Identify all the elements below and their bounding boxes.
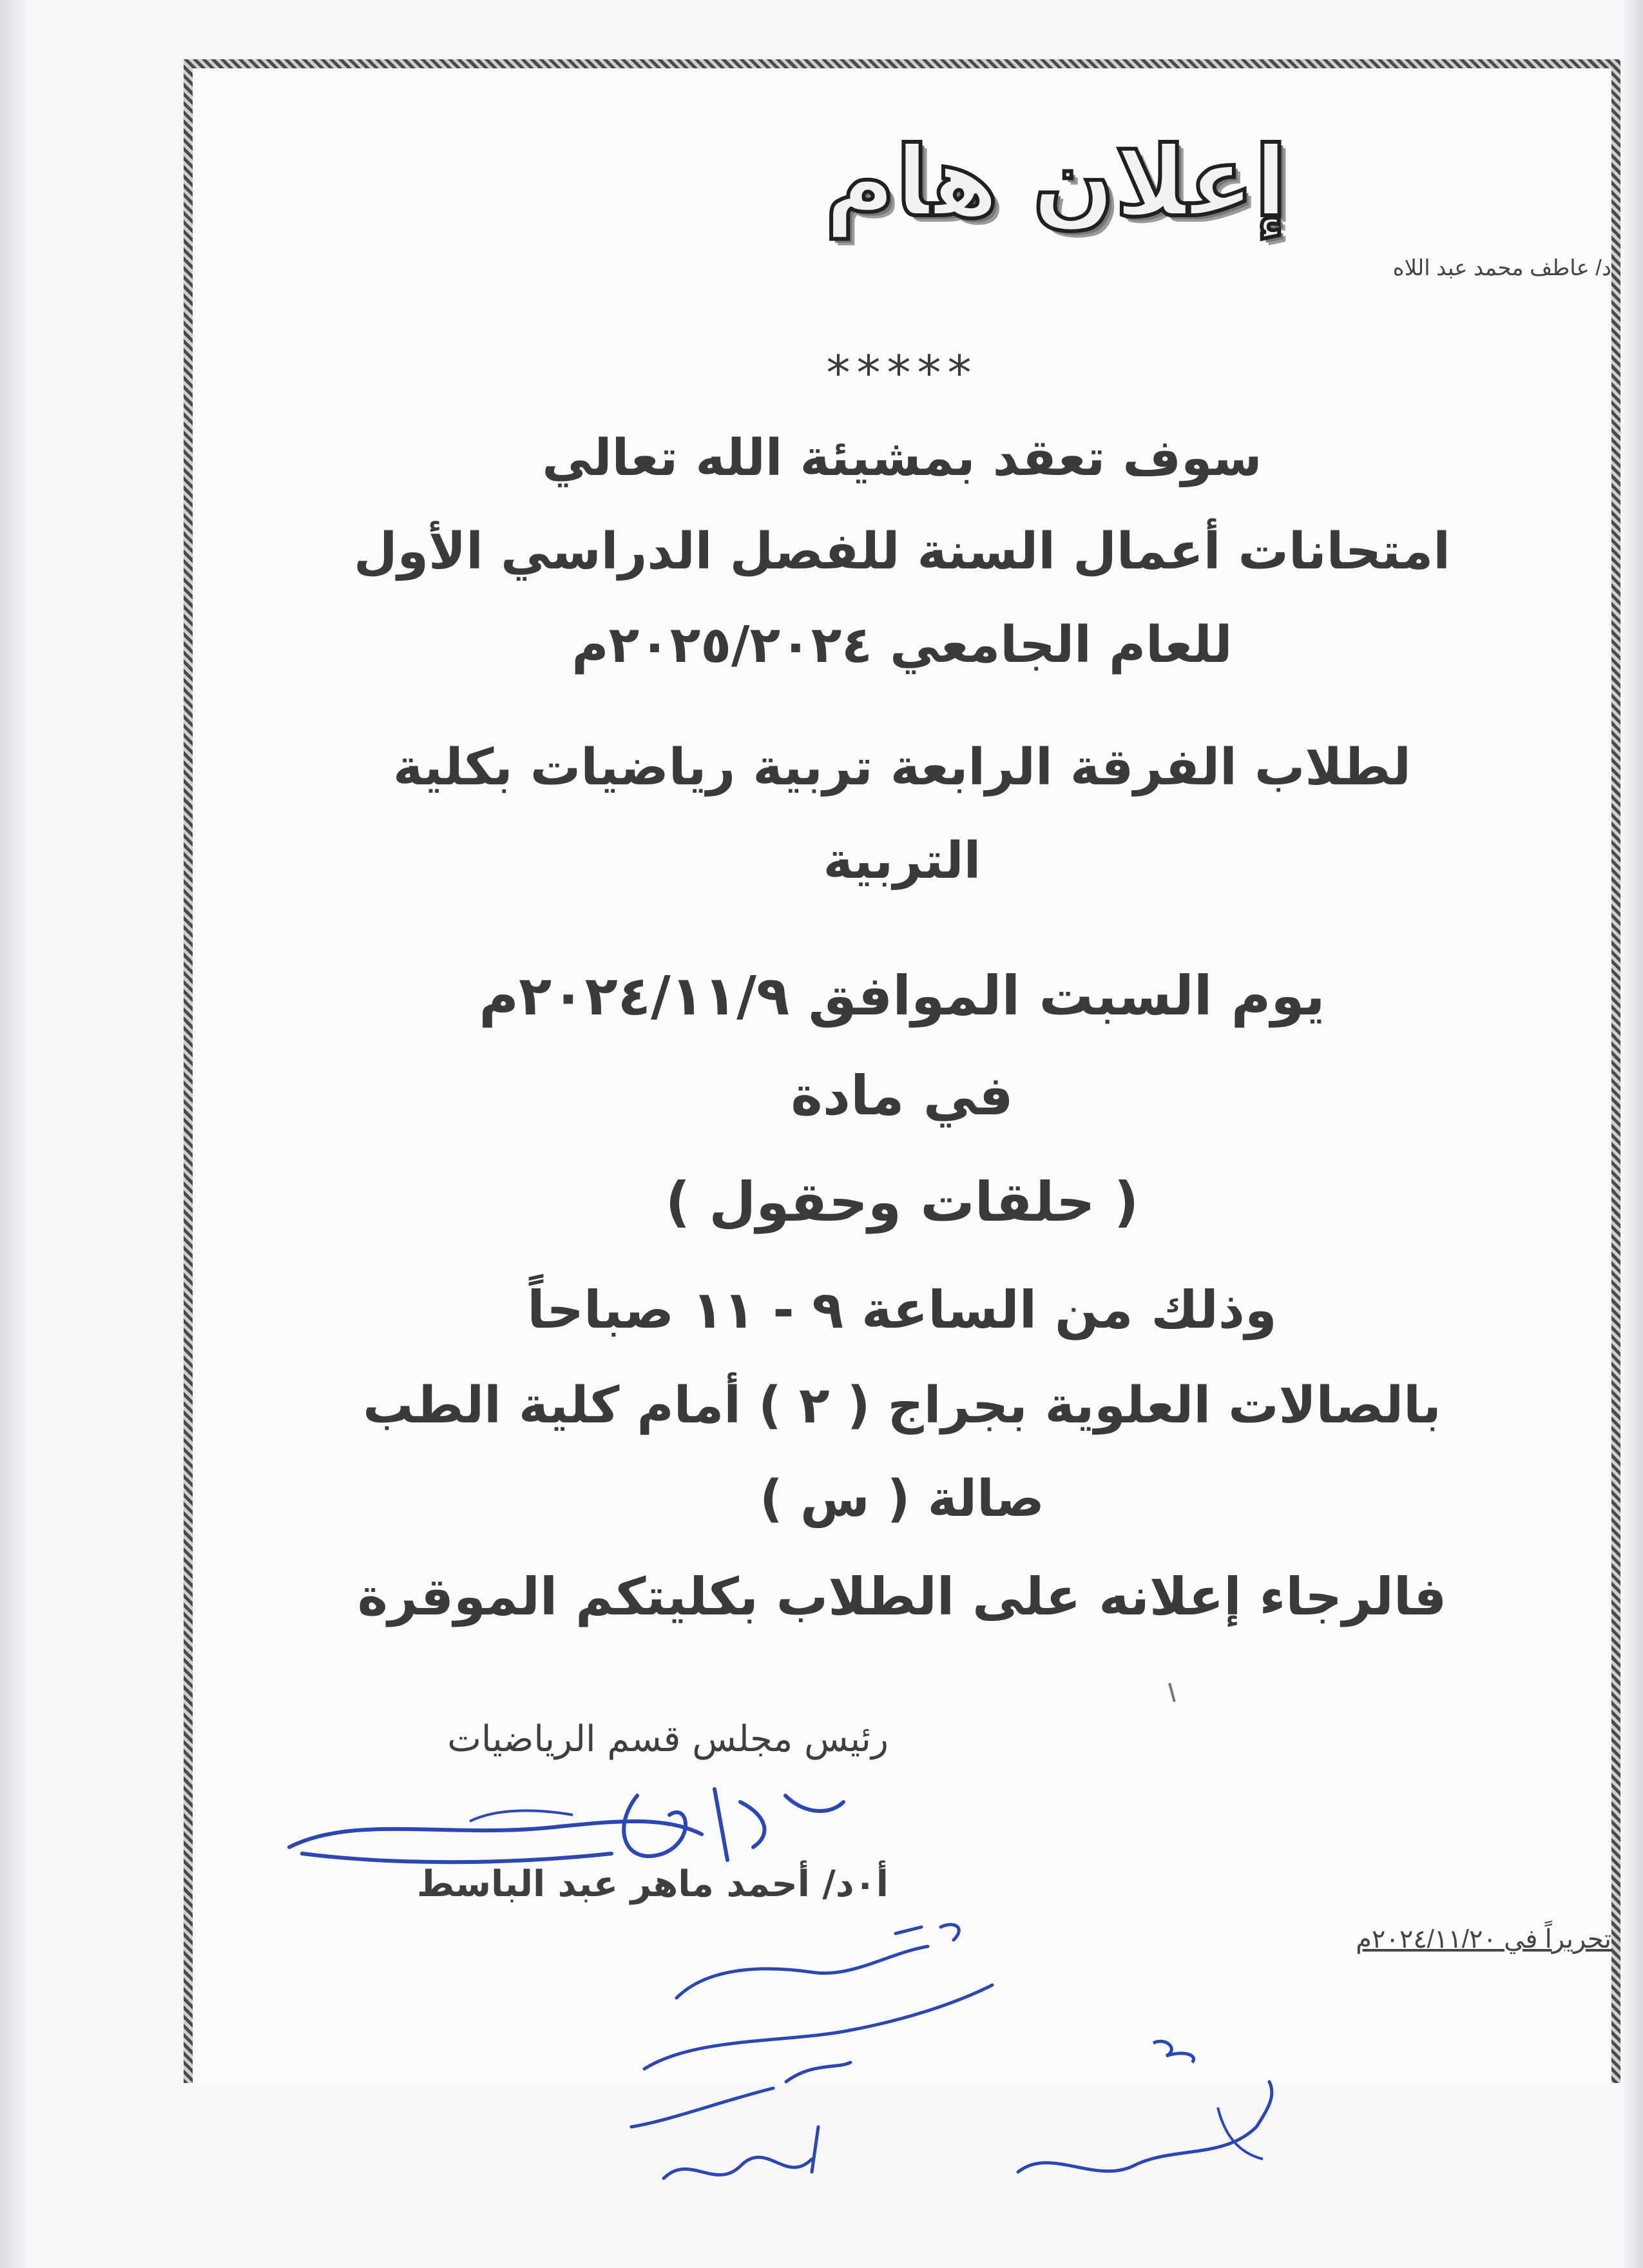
handwritten-referral-note [619, 1908, 1057, 2217]
body-line-5: التربية [823, 832, 981, 890]
body-line-6: يوم السبت الموافق ٢٠٢٤/١١/٩م [479, 964, 1325, 1027]
signatory-role: رئيس مجلس قسم الرياضيات [447, 1718, 889, 1760]
body-line-8: ( حلقات وحقول ) [665, 1170, 1139, 1234]
body-line-2: امتحانات أعمال السنة للفصل الدراسي الأول [354, 523, 1450, 581]
author-name: د/ عاطف محمد عبد اللاه [1392, 256, 1611, 280]
stray-mark [1168, 1683, 1176, 1702]
dated-line: تحريراً في ٢٠٢٤/١١/٢٠م [1356, 1925, 1611, 1953]
body-line-7: في مادة [791, 1064, 1014, 1127]
body-line-1: سوف تعقد بمشيئة الله تعالي [542, 429, 1262, 487]
stars-divider: ***** [826, 345, 978, 401]
body-line-9: وذلك من الساعة ٩ - ١١ صباحاً [527, 1280, 1277, 1340]
scan-edge-left [0, 0, 26, 2268]
body-line-11: صالة ( س ) [760, 1470, 1044, 1528]
body-line-12: فالرجاء إعلانه على الطلاب بكليتكم الموقرة [357, 1567, 1447, 1627]
scan-edge-right [1624, 0, 1643, 2268]
announcement-title: إعلان هام [824, 126, 1288, 238]
announcement-page [184, 59, 1620, 2083]
signatory-name: أ٠د/ أحمد ماهر عبد الباسط [417, 1863, 889, 1905]
signature-second [1005, 2030, 1302, 2198]
body-line-10: بالصالات العلوية بجراج ( ٢ ) أمام كلية الطب [363, 1377, 1441, 1435]
body-line-4: لطلاب الفرقة الرابعة تربية رياضيات بكلية [393, 739, 1411, 797]
body-line-3: للعام الجامعي ٢٠٢٥/٢٠٢٤م [572, 616, 1233, 674]
